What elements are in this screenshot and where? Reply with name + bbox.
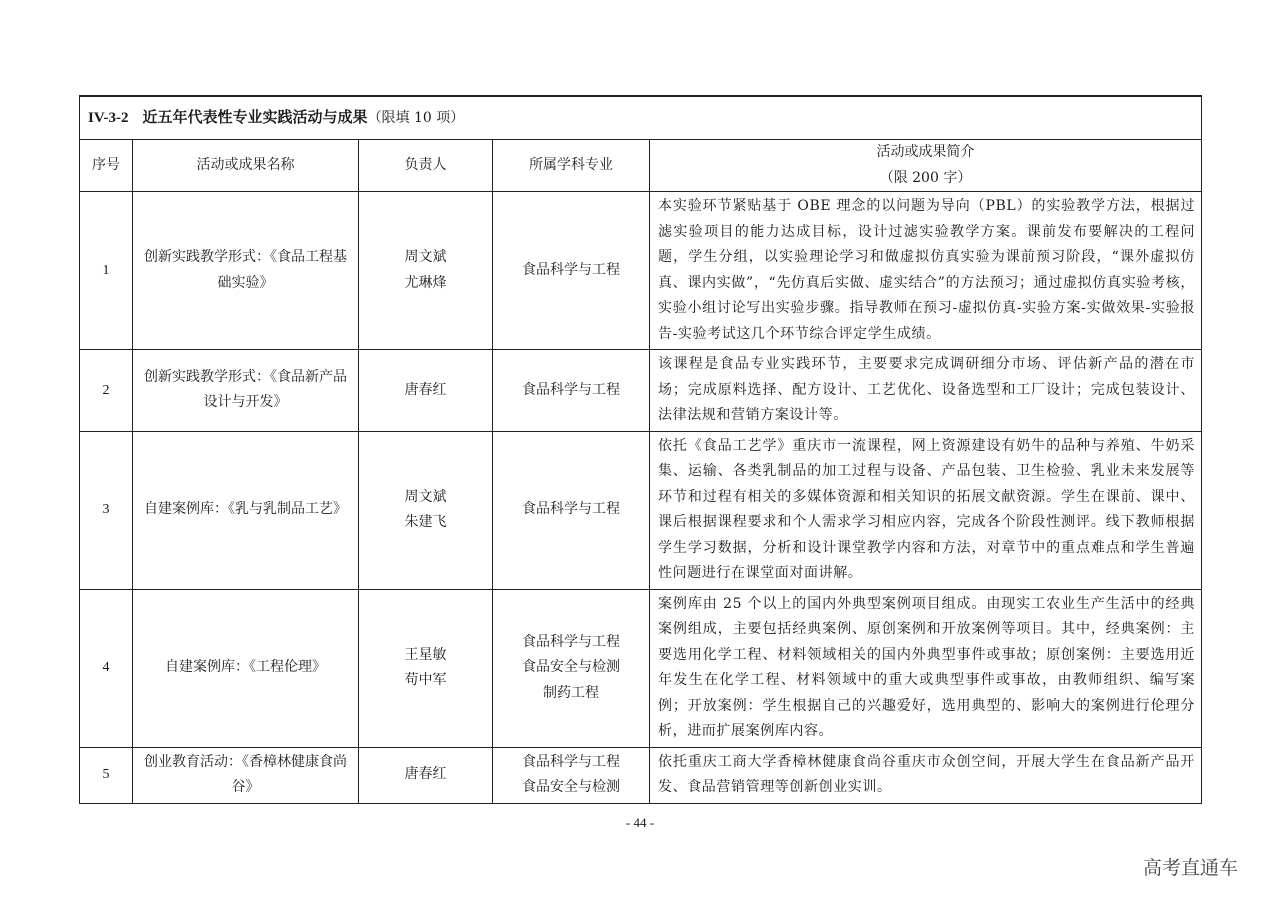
table-header-row — [80, 140, 1202, 192]
section-code: IV-3-2 — [88, 109, 129, 126]
row-owner: 朱建飞 — [404, 514, 447, 530]
row-discipline: 食品科学与工程 — [522, 261, 620, 278]
activities-table — [79, 95, 1202, 804]
row-summary: 依托《食品工艺学》重庆市一流课程，网上资源建设有奶牛的品种与养殖、牛奶采集、运输、各类乳制品的加工过程与设备、产品包装、卫生检验、乳业未来发展等环节和过程有相关的多媒体资源和相关知识的拓展文献资源。学生在课前、课中、课后根据课程要求和个人需求学习相应内容，完成各个阶段性测评。线下教师根据学生学习数据，分析和设计课堂教学内容和方法，对章节中的重点难点和学生普遍性问题进行在课堂面对面讲解。 — [650, 431, 1202, 589]
row-activity-name: 创新实践教学形式：《食品新产品设计与开发》 — [133, 350, 359, 432]
row-discipline: 食品科学与工程 — [522, 501, 620, 518]
row-summary: 本实验环节紧贴基于 OBE 理念的以问题为导向（PBL）的实验教学方法，根据过滤实验项目的能力达成目标，设计过滤实验教学方案。课前发布要解决的工程问题，学生分组，以实验理论学习和做虚拟仿真实验为课前预习阶段，“课外虚拟仿真、课内实做”，“先仿真后实做、虚实结合”的方法预习；通过虚拟仿真实验考核，实验小组讨论写出实验步骤。指导教师在预习-虚拟仿真-实验方案-实做效果-实验报告-实验考试这几个环节综合评定学生成绩。 — [650, 192, 1202, 350]
row-owners — [359, 350, 493, 432]
practice-activities-sheet — [79, 95, 1201, 804]
header-owner: 负责人 — [359, 140, 493, 192]
row-index: 2 — [80, 350, 133, 432]
row-discipline: 食品安全与检测 — [522, 779, 620, 795]
row-owners — [359, 747, 493, 803]
row-summary: 案例库由 25 个以上的国内外典型案例项目组成。由现实工农业生产生活中的经典案例组成，主要包括经典案例、原创案例和开放案例等项目。其中，经典案例：主要选用化学工程、材料领域相关的国内外典型事件或事故；原创案例：主要选用近年发生在化学工程、材料领域中的重大或典型事件或事故，由教师组织、编写案例；开放案例：学生根据自己的兴趣爱好，选用典型的、影响大的案例进行伦理分析，进而扩展案例库内容。 — [650, 589, 1202, 747]
row-owners — [359, 431, 493, 589]
table-row — [80, 747, 1202, 803]
row-index: 4 — [80, 589, 133, 747]
header-index: 序号 — [80, 140, 133, 192]
row-discipline: 食品科学与工程 — [522, 633, 620, 650]
row-activity-name: 创业教育活动：《香樟林健康食尚谷》 — [133, 747, 359, 803]
row-owner: 周文斌 — [404, 488, 447, 505]
row-activity-name: 自建案例库：《乳与乳制品工艺》 — [133, 431, 359, 589]
row-discipline: 食品科学与工程 — [522, 753, 620, 770]
section-title — [80, 96, 1202, 140]
row-activity-name: 创新实践教学形式：《食品工程基础实验》 — [133, 192, 359, 350]
row-owner: 唐春红 — [404, 766, 447, 783]
row-index: 1 — [80, 192, 133, 350]
header-summary — [650, 140, 1202, 192]
table-row — [80, 431, 1202, 589]
row-disciplines — [493, 350, 650, 432]
watermark: 高考直通车 — [1143, 857, 1239, 879]
row-activity-name: 自建案例库：《工程伦理》 — [133, 589, 359, 747]
header-summary-title: 活动或成果简介 — [876, 144, 975, 160]
row-disciplines — [493, 589, 650, 747]
row-discipline: 食品安全与检测 — [522, 659, 620, 676]
row-owners — [359, 192, 493, 350]
page-number: - 44 - — [625, 815, 655, 830]
header-summary-note: （限 200 字） — [879, 169, 972, 186]
header-discipline: 所属学科专业 — [493, 140, 650, 192]
row-owner: 尤琳烽 — [404, 274, 447, 291]
row-discipline: 食品科学与工程 — [522, 381, 620, 398]
row-disciplines — [493, 431, 650, 589]
table-row — [80, 589, 1202, 747]
row-disciplines — [493, 192, 650, 350]
row-index: 3 — [80, 431, 133, 589]
table-title-row — [80, 96, 1202, 140]
row-summary: 依托重庆工商大学香樟林健康食尚谷重庆市众创空间，开展大学生在食品新产品开发、食品营销管理等创新创业实训。 — [650, 747, 1202, 803]
row-owners — [359, 589, 493, 747]
row-disciplines — [493, 747, 650, 803]
table-row — [80, 192, 1202, 350]
row-owner: 周文斌 — [404, 249, 447, 265]
row-owner: 苟中军 — [404, 672, 447, 688]
row-summary: 该课程是食品专业实践环节，主要要求完成调研细分市场、评估新产品的潜在市场；完成原料选择、配方设计、工艺优化、设备选型和工厂设计；完成包装设计、法律法规和营销方案设计等。 — [650, 350, 1202, 432]
row-owner: 唐春红 — [404, 381, 447, 398]
section-title-text: 近五年代表性专业实践活动与成果 — [142, 107, 368, 126]
row-owner: 王星敏 — [404, 646, 447, 663]
row-index: 5 — [80, 747, 133, 803]
section-note: （限填 10 项） — [367, 109, 465, 126]
header-name: 活动或成果名称 — [133, 140, 359, 192]
row-discipline: 制药工程 — [543, 684, 599, 701]
table-row — [80, 350, 1202, 432]
